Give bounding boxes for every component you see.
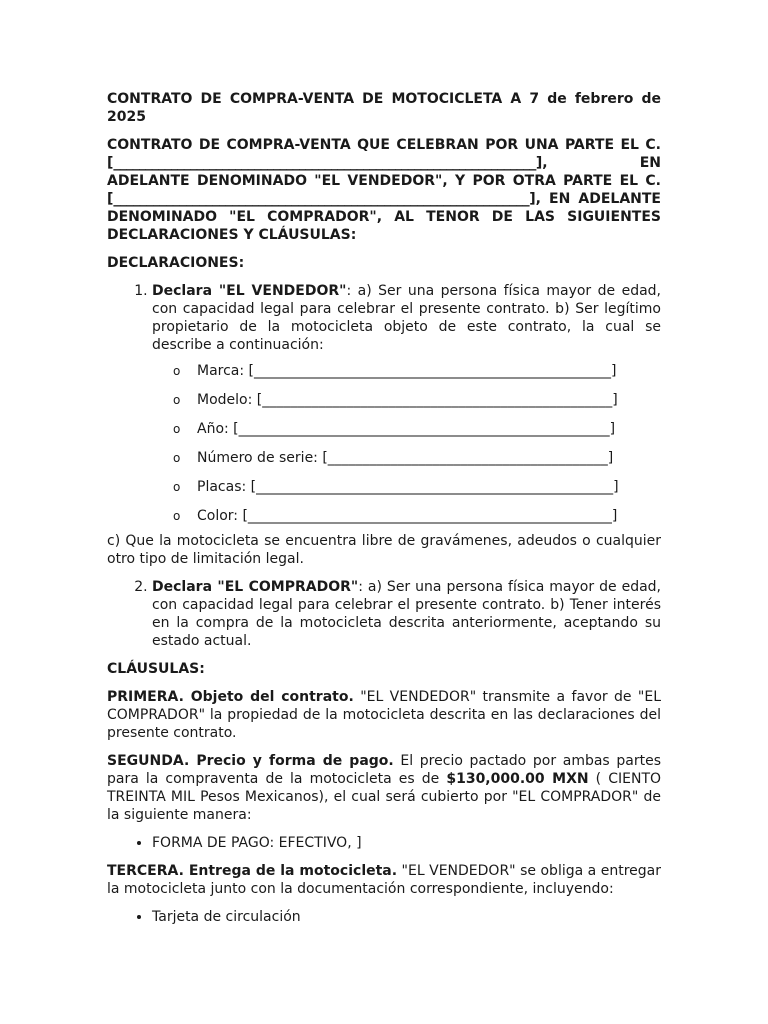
vehicle-field-placas: o Placas: [___________________________________________________] [173, 479, 619, 495]
documents-list [107, 908, 661, 926]
clausula-primera: PRIMERA. Objeto del contrato. "EL VENDEDOR" transmite a favor de "EL COMPRADOR" la propiedad de la motocicleta descrita en las declaraciones del presente contrato. [107, 689, 662, 741]
contract-title: CONTRATO DE COMPRA-VENTA DE MOTOCICLETA A 7 de febrero de 2025 [107, 91, 661, 125]
vehicle-field-color: o Color: [____________________________________________________] [173, 508, 618, 524]
declaracion-vendedor: 1. Declara "EL VENDEDOR": a) Ser una persona física mayor de edad, con capacidad legal para celebrar el presente contrato. b) Ser legítimo propietario de la motocicleta objeto de este contrato, la cual se describe a continuación: o Marca: [___________________________________________________] o Modelo: [__________________________________________________] o Año: [_____________________________________________________] o Número de serie: [________________________________________] o Placas: [___________________________________________________] o Color: [____________________________________________________] [152, 282, 661, 525]
clausula-segunda: SEGUNDA. Precio y forma de pago. El precio pactado por ambas partes para la compraventa de la motocicleta es de $130,000.00 MXN ( CIENTO TREINTA MIL Pesos Mexicanos), el cual será cubierto por "EL COMPRADOR" de la siguiente manera: [107, 753, 662, 823]
declaracion-comprador: 2. Declara "EL COMPRADOR": a) Ser una persona física mayor de edad, con capacidad legal para celebrar el presente contrato. b) Tener interés en la compra de la motocicleta descrita anteriormente, aceptando su estado actual. [152, 578, 661, 650]
clausula-tercera: TERCERA. Entrega de la motocicleta. "EL VENDEDOR" se obliga a entregar la motocicleta junto con la documentación correspondiente, incluyendo: [107, 863, 661, 897]
declaraciones-list-continued [107, 578, 661, 650]
declaracion-vendedor-c: c) Que la motocicleta se encuentra libre de gravámenes, adeudos o cualquier otro tipo de limitación legal. [107, 533, 661, 567]
declaraciones-list [107, 282, 661, 525]
vehicle-fields-list [152, 362, 661, 525]
declaraciones-heading: DECLARACIONES: [107, 255, 245, 271]
document-item: • Tarjeta de circulación [152, 908, 661, 926]
vehicle-field-anio: o Año: [_____________________________________________________] [173, 421, 616, 437]
vehicle-field-marca: o Marca: [___________________________________________________] [173, 363, 617, 379]
contract-intro: CONTRATO DE COMPRA-VENTA QUE CELEBRAN POR UNA PARTE EL C. [__________________________________________________________________], EN ADELANTE DENOMINADO "EL VENDEDOR", Y POR OTRA PARTE EL C. [_______________________________________________________________], EN ADELANTE DENOMINADO "EL COMPRADOR", AL TENOR DE LAS SIGUIENTES DECLARACIONES Y CLÁUSULAS: [107, 137, 661, 243]
vehicle-field-modelo: o Modelo: [__________________________________________________] [173, 392, 618, 408]
contract-document [107, 90, 661, 936]
clausulas-heading: CLÁUSULAS: [107, 661, 205, 677]
vehicle-field-serie: o Número de serie: [________________________________________] [173, 450, 614, 466]
payment-list [107, 834, 661, 852]
payment-item: • FORMA DE PAGO: EFECTIVO, ] [152, 834, 661, 852]
